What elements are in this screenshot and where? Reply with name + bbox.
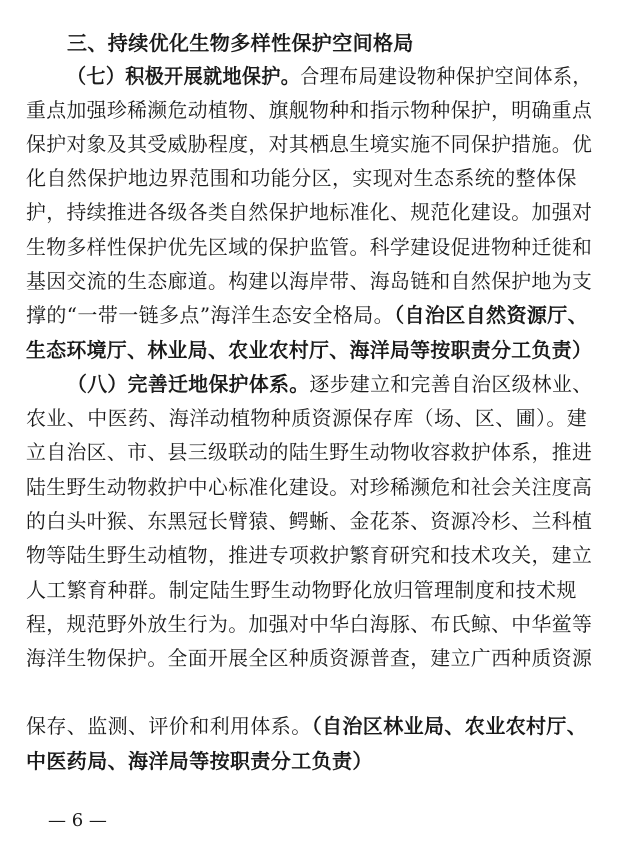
paragraph-7-title: （七）积极开展就地保护。 bbox=[67, 64, 301, 88]
paragraph-7-line-5: 护，持续推进各级各类自然保护地标准化、规范化建设。加强对 bbox=[26, 200, 593, 224]
paragraph-8-line-11 bbox=[26, 713, 587, 739]
paragraph-8-last-text: 保存、监测、评价和利用体系。 bbox=[26, 714, 312, 738]
paragraph-8-line-9: 海洋生物保护。全面开展全区种质资源普查，建立广西种质资源 bbox=[26, 646, 593, 670]
paragraph-7-responsibility-start: （自治区自然资源厅、 bbox=[394, 303, 589, 327]
paragraph-8-line-8: 程，规范野外放生行为。加强对中华白海豚、布氏鲸、中华鲎等 bbox=[26, 612, 593, 636]
paragraph-8-line-4: 陆生野生动物救护中心标准化建设。对珍稀濒危和社会关注度高 bbox=[26, 475, 593, 499]
paragraph-8-responsibility-start: （自治区林业局、农业农村厅、 bbox=[311, 714, 588, 738]
paragraph-7-responsibility-end: 生态环境厅、林业局、农业农村厅、海洋局等按职责分工负责） bbox=[26, 338, 593, 362]
paragraph-8-title: （八）完善迁地保护体系。 bbox=[67, 372, 310, 396]
page-number: — 6 — bbox=[48, 810, 107, 831]
paragraph-8-line-2: 农业、中医药、海洋动植物种质资源保存库（场、区、圃）。建 bbox=[26, 406, 588, 430]
paragraph-7-line-2: 重点加强珍稀濒危动植物、旗舰物种和指示物种保护，明确重点 bbox=[26, 98, 593, 122]
paragraph-8-line-5: 的白头叶猴、东黑冠长臂猿、鳄蜥、金花茶、资源冷杉、兰科植 bbox=[26, 509, 593, 533]
paragraph-8-text: 逐步建立和完善自治区级林业、 bbox=[309, 372, 593, 396]
paragraph-7-last-text: 撑的“一带一链多点”海洋生态安全格局。 bbox=[26, 303, 395, 327]
paragraph-8-line-1 bbox=[67, 371, 592, 397]
paragraph-8-line-3: 立自治区、市、县三级联动的陆生野生动物收容救护体系，推进 bbox=[26, 440, 593, 464]
paragraph-8-line-6: 物等陆生野生动植物，推进专项救护繁育研究和技术攻关，建立 bbox=[26, 543, 593, 567]
paragraph-7-line-6: 生物多样性保护优先区域的保护监管。科学建设促进物种迁徙和 bbox=[26, 235, 593, 259]
paragraph-7-line-7: 基因交流的生态廊道。构建以海岸带、海岛链和自然保护地为支 bbox=[26, 269, 593, 293]
paragraph-7-line-8 bbox=[26, 302, 588, 328]
paragraph-8-responsibility-end: 中医药局、海洋局等按职责分工负责） bbox=[26, 749, 373, 773]
paragraph-7-text: 合理布局建设物种保护空间体系， bbox=[300, 64, 592, 88]
paragraph-7-line-3: 保护对象及其受威胁程度，对其栖息生境实施不同保护措施。优 bbox=[26, 132, 593, 156]
paragraph-7-line-4: 化自然保护地边界范围和功能分区，实现对生态系统的整体保 bbox=[26, 166, 577, 190]
section-heading: 三、持续优化生物多样性保护空间格局 bbox=[67, 31, 414, 55]
paragraph-7-line-1 bbox=[67, 63, 592, 89]
paragraph-8-line-7: 人工繁育种群。制定陆生野生动物野化放归管理制度和技术规 bbox=[26, 578, 577, 602]
